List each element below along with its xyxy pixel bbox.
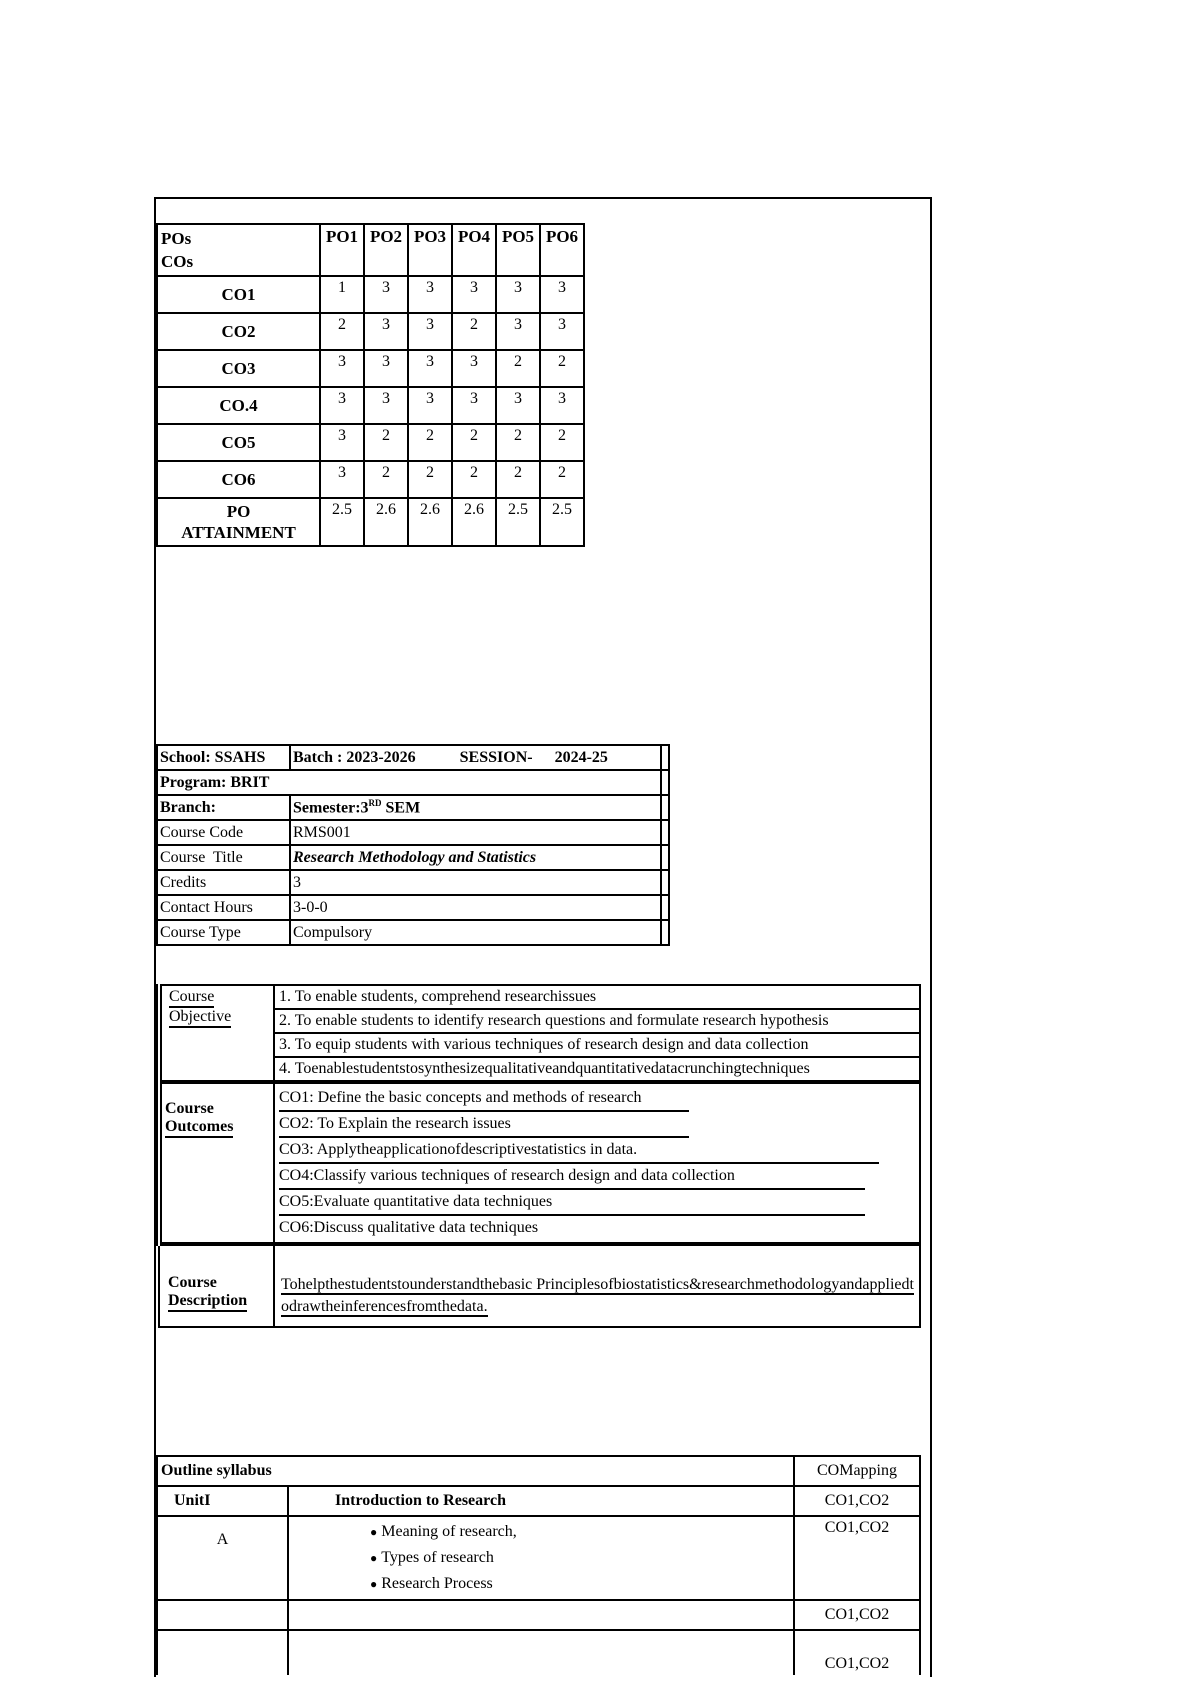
topic-bullet: ● Types of research <box>292 1545 790 1571</box>
syllabus-empty-cell <box>157 1630 288 1675</box>
mapping-cell: 2 <box>496 424 540 461</box>
mapping-cell: 3 <box>540 387 584 424</box>
syllabus-header-row <box>157 1456 920 1486</box>
mapping-cell: 2 <box>364 424 408 461</box>
info-row-course-code <box>157 820 669 845</box>
co-mapping-header: COMapping <box>794 1456 920 1486</box>
info-row-school <box>157 745 669 770</box>
outcomes-list-cell <box>274 1082 920 1244</box>
co-po-mapping-table <box>156 223 585 547</box>
info-spacer <box>661 895 669 920</box>
row-mapping: CO1,CO2 <box>794 1600 920 1630</box>
co-label: CO3 <box>157 350 320 387</box>
info-row-course-type <box>157 920 669 945</box>
row-mapping: CO1,CO2 <box>794 1630 920 1675</box>
objective-item: 3. To equip students with various techniques of research design and data collection <box>275 1034 919 1058</box>
course-type-value: Compulsory <box>290 920 661 945</box>
outcome-item: CO3: Applytheapplicationofdescriptivestatistics in data. <box>279 1138 879 1164</box>
description-cell <box>274 1244 920 1327</box>
mapping-cell: 2 <box>452 313 496 350</box>
mapping-cell: 3 <box>452 387 496 424</box>
mapping-cell: 3 <box>540 313 584 350</box>
batch-text: Batch : 2023-2026 <box>293 748 416 766</box>
objective-label-1: Course <box>169 988 214 1008</box>
course-title-label: Course Title <box>157 845 290 870</box>
syllabus-empty-cell <box>288 1630 794 1675</box>
contact-hours-label: Contact Hours <box>157 895 290 920</box>
mapping-cell: 3 <box>320 350 364 387</box>
syllabus-empty-cell <box>157 1600 288 1630</box>
contact-hours-value: 3-0-0 <box>290 895 661 920</box>
mapping-cell: 2 <box>408 424 452 461</box>
mapping-cell: 3 <box>496 313 540 350</box>
info-spacer <box>661 820 669 845</box>
session-value: 2024-25 <box>554 748 608 766</box>
po-header: PO2 <box>364 224 408 276</box>
subunit-mapping: CO1,CO2 <box>794 1516 920 1600</box>
co-label: CO2 <box>157 313 320 350</box>
info-row-program <box>157 770 669 795</box>
unit-title: Introduction to Research <box>288 1486 794 1516</box>
syllabus-title: Outline syllabus <box>157 1456 794 1486</box>
attainment-row <box>157 498 584 546</box>
mapping-cell: 3 <box>364 313 408 350</box>
description-label-cell <box>159 1244 274 1327</box>
description-row <box>159 1244 920 1327</box>
attainment-cell: 2.5 <box>496 498 540 546</box>
outcome-item: CO6:Discuss qualitative data techniques <box>279 1219 539 1236</box>
batch-session-cell <box>290 745 661 770</box>
outcomes-label-1: Course <box>165 1100 214 1117</box>
objective-list-cell <box>274 985 920 1082</box>
mapping-cell: 2 <box>452 461 496 498</box>
syllabus-row <box>157 1630 920 1675</box>
mapping-cell: 2 <box>364 461 408 498</box>
objective-item: 1. To enable students, comprehend researchissues <box>275 986 919 1010</box>
mapping-cell: 3 <box>320 424 364 461</box>
attainment-label-line: ATTAINMENT <box>181 523 296 542</box>
outcome-item: CO5:Evaluate quantitative data techniques <box>279 1190 865 1216</box>
session-label: SESSION- <box>459 748 533 766</box>
unit-mapping: CO1,CO2 <box>794 1486 920 1516</box>
branch-cell: Branch: <box>157 795 290 820</box>
objective-label-cell <box>159 985 274 1082</box>
outcome-item: CO2: To Explain the research issues <box>279 1112 689 1138</box>
corner-cos: COs <box>161 252 194 271</box>
objective-label-2: Objective <box>169 1008 231 1028</box>
mapping-cell: 2 <box>540 461 584 498</box>
info-spacer <box>661 745 669 770</box>
co-label: CO.4 <box>157 387 320 424</box>
attainment-cell: 2.6 <box>408 498 452 546</box>
outcomes-row <box>159 1082 920 1244</box>
program-cell: Program: BRIT <box>157 770 661 795</box>
info-spacer <box>661 770 669 795</box>
semester-prefix: Semester:3 <box>293 799 369 817</box>
mapping-cell: 2 <box>452 424 496 461</box>
co-label: CO6 <box>157 461 320 498</box>
info-row-contact-hours <box>157 895 669 920</box>
mapping-cell: 3 <box>408 387 452 424</box>
credits-label: Credits <box>157 870 290 895</box>
mapping-header-row <box>157 224 584 276</box>
attainment-cell: 2.5 <box>320 498 364 546</box>
mapping-cell: 3 <box>408 276 452 313</box>
unit-label: UnitI <box>157 1486 288 1516</box>
mapping-row <box>157 276 584 313</box>
course-details-table <box>156 984 921 1328</box>
mapping-corner-cell <box>157 224 320 276</box>
credits-value: 3 <box>290 870 661 895</box>
outcome-item: CO1: Define the basic concepts and methods of research <box>279 1086 689 1112</box>
mapping-cell: 3 <box>408 350 452 387</box>
objective-item: 4. Toenablestudentstosynthesizequalitativeandquantitativedatacrunchingtechniques <box>279 1060 810 1077</box>
description-label-1: Course <box>168 1274 217 1291</box>
semester-sup: RD <box>368 797 382 808</box>
syllabus-table <box>156 1455 921 1675</box>
mapping-cell: 3 <box>540 276 584 313</box>
mapping-cell: 1 <box>320 276 364 313</box>
outcome-item: CO4:Classify various techniques of research design and data collection <box>279 1164 865 1190</box>
mapping-cell: 2 <box>540 350 584 387</box>
co-label: CO5 <box>157 424 320 461</box>
course-info-table <box>156 744 670 946</box>
po-header: PO6 <box>540 224 584 276</box>
semester-suffix: SEM <box>381 799 421 817</box>
co-label: CO1 <box>157 276 320 313</box>
semester-cell <box>290 795 661 820</box>
mapping-cell: 2 <box>540 424 584 461</box>
mapping-cell: 3 <box>320 461 364 498</box>
objective-item: 2. To enable students to identify research questions and formulate research hypothesis <box>275 1010 919 1034</box>
mapping-cell: 3 <box>364 387 408 424</box>
mapping-row <box>157 387 584 424</box>
attainment-cell: 2.6 <box>452 498 496 546</box>
mapping-cell: 3 <box>320 387 364 424</box>
subunit-topics <box>288 1516 794 1600</box>
info-row-course-title <box>157 845 669 870</box>
course-title-value: Research Methodology and Statistics <box>290 845 661 870</box>
mapping-row <box>157 350 584 387</box>
info-spacer <box>661 870 669 895</box>
info-spacer <box>661 795 669 820</box>
course-type-label: Course Type <box>157 920 290 945</box>
po-header: PO1 <box>320 224 364 276</box>
corner-pos: POs <box>161 229 192 248</box>
unit-row <box>157 1486 920 1516</box>
syllabus-empty-cell <box>288 1600 794 1630</box>
po-header: PO5 <box>496 224 540 276</box>
info-row-branch <box>157 795 669 820</box>
topic-bullet: ● Meaning of research, <box>292 1519 790 1545</box>
info-spacer <box>661 920 669 945</box>
mapping-cell: 3 <box>364 276 408 313</box>
syllabus-row <box>157 1600 920 1630</box>
subunit-label: A <box>157 1516 288 1600</box>
mapping-cell: 3 <box>364 350 408 387</box>
school-cell: School: SSAHS <box>157 745 290 770</box>
attainment-label <box>157 498 320 546</box>
course-code-label: Course Code <box>157 820 290 845</box>
mapping-cell: 3 <box>452 350 496 387</box>
mapping-cell: 3 <box>496 276 540 313</box>
outcomes-label-2: Outcomes <box>165 1118 233 1138</box>
mapping-row <box>157 313 584 350</box>
mapping-cell: 2 <box>496 350 540 387</box>
po-header: PO4 <box>452 224 496 276</box>
description-text: Tohelpthestudentstounderstandthebasic Principlesofbiostatistics&researchmethodologyandappliedtodrawtheinferencesfromthedata. <box>281 1276 914 1315</box>
mapping-cell: 2 <box>320 313 364 350</box>
attainment-cell: 2.6 <box>364 498 408 546</box>
outcomes-label-cell <box>159 1082 274 1244</box>
mapping-cell: 2 <box>496 461 540 498</box>
subunit-row <box>157 1516 920 1600</box>
mapping-cell: 3 <box>408 313 452 350</box>
mapping-row <box>157 461 584 498</box>
attainment-label-line: PO <box>226 502 251 521</box>
objective-row <box>159 985 920 1082</box>
mapping-row <box>157 424 584 461</box>
info-spacer <box>661 845 669 870</box>
topic-bullet: ● Research Process <box>292 1571 790 1597</box>
po-header: PO3 <box>408 224 452 276</box>
mapping-cell: 3 <box>496 387 540 424</box>
mapping-cell: 2 <box>408 461 452 498</box>
info-row-credits <box>157 870 669 895</box>
attainment-cell: 2.5 <box>540 498 584 546</box>
description-label-2: Description <box>168 1292 247 1312</box>
mapping-cell: 3 <box>452 276 496 313</box>
course-code-value: RMS001 <box>290 820 661 845</box>
